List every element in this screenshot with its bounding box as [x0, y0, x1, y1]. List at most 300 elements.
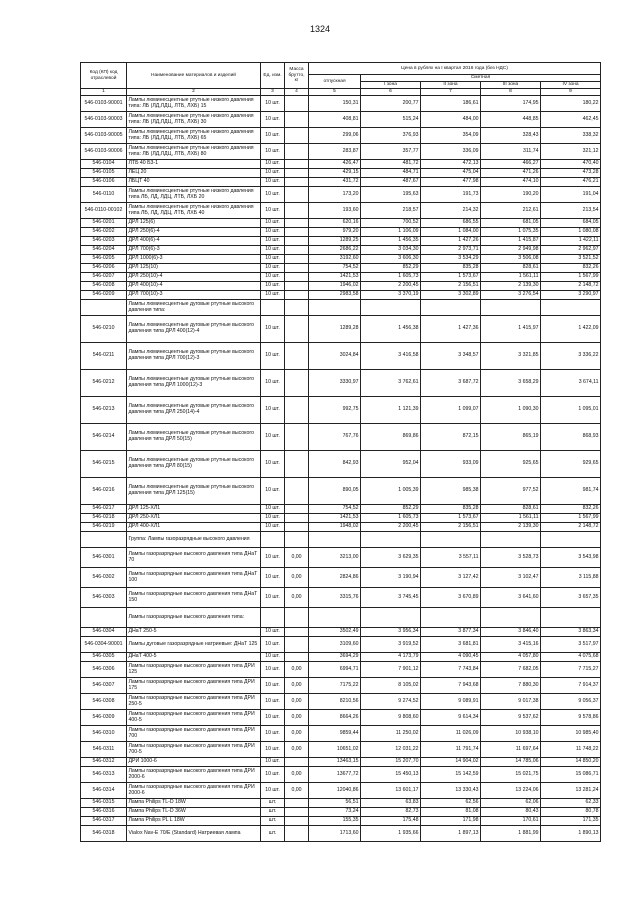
price-zone-3: 3 102,47 [481, 568, 541, 588]
price-zone-3: 3 506,08 [481, 255, 541, 264]
item-code: 546-0210 [81, 316, 127, 343]
price-otpusknaya: 2983,58 [309, 291, 361, 300]
price-zone-4 [541, 300, 601, 316]
price-otpusknaya: 408,81 [309, 112, 361, 128]
price-zone-4: 180,22 [541, 96, 601, 112]
price-zone-1: 3 370,19 [361, 291, 421, 300]
item-mass: 0,00 [285, 783, 309, 799]
price-zone-4: 981,74 [541, 478, 601, 505]
price-zone-4: 470,40 [541, 160, 601, 169]
price-zone-1: 869,86 [361, 424, 421, 451]
item-name: Лампы люминесцентные дуговые ртутные высокого давления типа ДРЛ 80(15) [127, 451, 261, 478]
price-zone-1: 8 105,02 [361, 678, 421, 694]
item-name: Лампы газоразрядные высокого давления типа ДРИ 2000-6 [127, 767, 261, 783]
price-zone-3: 3 415,16 [481, 637, 541, 653]
item-unit [261, 608, 285, 628]
table-row [81, 662, 601, 678]
price-zone-4 [541, 532, 601, 548]
price-zone-3: 925,65 [481, 451, 541, 478]
price-zone-2: 2 973,71 [421, 246, 481, 255]
price-zone-1: 218,57 [361, 203, 421, 219]
price-zone-1: 376,93 [361, 128, 421, 144]
item-name: ДРЛ 400(10)-4 [127, 282, 261, 291]
price-zone-4: 9 056,37 [541, 694, 601, 710]
price-otpusknaya: 1289,25 [309, 237, 361, 246]
price-zone-1: 15 450,13 [361, 767, 421, 783]
price-zone-1: 1 121,39 [361, 397, 421, 424]
item-unit: 10 шт. [261, 112, 285, 128]
price-zone-4: 7 914,37 [541, 678, 601, 694]
item-name: ЛЕЦ 20 [127, 169, 261, 178]
price-otpusknaya: 3213,00 [309, 548, 361, 568]
price-otpusknaya: 8664,26 [309, 710, 361, 726]
price-zone-3: 448,85 [481, 112, 541, 128]
item-code: 546-0202 [81, 228, 127, 237]
price-zone-4: 171,35 [541, 817, 601, 826]
price-zone-4: 321,12 [541, 144, 601, 160]
price-zone-3: 311,74 [481, 144, 541, 160]
price-zone-3: 828,61 [481, 264, 541, 273]
price-zone-4: 3 336,22 [541, 343, 601, 370]
price-zone-4: 1 567,99 [541, 514, 601, 523]
item-unit: 10 шт. [261, 255, 285, 264]
item-mass: 0,00 [285, 678, 309, 694]
item-mass [285, 653, 309, 662]
item-code: 546-0306 [81, 662, 127, 678]
item-name: Лампы люминесцентные ртутные низкого давления типа ЛБ, ЛД, ЛДЦ, ЛТБ, ЛХБ 20 [127, 187, 261, 203]
table-row [81, 273, 601, 282]
price-zone-3: 212,61 [481, 203, 541, 219]
table-row [81, 568, 601, 588]
price-zone-4: 213,54 [541, 203, 601, 219]
price-zone-1 [361, 300, 421, 316]
table-row [81, 316, 601, 343]
table-row [81, 228, 601, 237]
item-code: 546-0203 [81, 237, 127, 246]
table-row [81, 826, 601, 842]
item-name: ДРЛ 125(10) [127, 264, 261, 273]
table-row [81, 588, 601, 608]
table-row [81, 300, 601, 316]
item-mass [285, 160, 309, 169]
table-row [81, 370, 601, 397]
price-zone-3: 865,19 [481, 424, 541, 451]
table-row [81, 282, 601, 291]
item-code: 546-0104 [81, 160, 127, 169]
item-unit: 10 шт. [261, 523, 285, 532]
item-name: Лампы газоразрядные высокого давления типа ДРИ 700 [127, 726, 261, 742]
price-zone-1: 82,73 [361, 808, 421, 817]
price-zone-2: 1 099,07 [421, 397, 481, 424]
price-otpusknaya: 10651,02 [309, 742, 361, 758]
item-mass [285, 203, 309, 219]
price-zone-4: 15 086,71 [541, 767, 601, 783]
table-row [81, 799, 601, 808]
item-code: 546-0310 [81, 726, 127, 742]
price-zone-4 [541, 608, 601, 628]
item-unit: 10 шт. [261, 478, 285, 505]
column-number: 8 [481, 89, 541, 96]
price-zone-3: 4 057,80 [481, 653, 541, 662]
item-unit: 10 шт. [261, 662, 285, 678]
price-zone-3: 2 949,98 [481, 246, 541, 255]
item-unit: шт. [261, 826, 285, 842]
item-unit: 10 шт. [261, 96, 285, 112]
price-zone-1: 175,48 [361, 817, 421, 826]
item-code: 546-0219 [81, 523, 127, 532]
price-zone-2: 11 791,74 [421, 742, 481, 758]
table-row [81, 678, 601, 694]
item-mass [285, 112, 309, 128]
header-zone-4: IV зона [541, 82, 601, 89]
price-otpusknaya: 299,06 [309, 128, 361, 144]
price-zone-4: 929,65 [541, 451, 601, 478]
item-mass [285, 96, 309, 112]
item-mass: 0,00 [285, 694, 309, 710]
price-zone-3: 474,10 [481, 178, 541, 187]
price-zone-2: 214,32 [421, 203, 481, 219]
price-zone-3: 471,26 [481, 169, 541, 178]
item-code: 546-0207 [81, 273, 127, 282]
item-mass [285, 187, 309, 203]
price-zone-2: 3 557,11 [421, 548, 481, 568]
price-zone-2: 62,56 [421, 799, 481, 808]
price-zone-1: 12 031,22 [361, 742, 421, 758]
price-zone-1: 1 005,39 [361, 478, 421, 505]
price-zone-3: 1 561,11 [481, 514, 541, 523]
price-otpusknaya: 12040,86 [309, 783, 361, 799]
price-zone-2: 477,98 [421, 178, 481, 187]
price-zone-2: 14 904,02 [421, 758, 481, 767]
item-code: 546-0103-90005 [81, 128, 127, 144]
item-name: ДНаТ 250-5 [127, 628, 261, 637]
item-unit [261, 532, 285, 548]
price-zone-3: 80,43 [481, 808, 541, 817]
item-mass: 0,00 [285, 742, 309, 758]
price-zone-1 [361, 532, 421, 548]
table-row [81, 397, 601, 424]
item-unit: шт. [261, 799, 285, 808]
item-mass [285, 628, 309, 637]
item-code: 546-0105 [81, 169, 127, 178]
price-zone-1: 3 956,34 [361, 628, 421, 637]
item-name: Лампы люминесцентные дуговые ртутные высокого давления типа ДРЛ 250(14)-4 [127, 397, 261, 424]
price-otpusknaya: 1421,53 [309, 273, 361, 282]
column-number: 5 [309, 89, 361, 96]
item-name: ДРЛ 125(6) [127, 219, 261, 228]
item-code: 546-0201 [81, 219, 127, 228]
item-code: 546-0312 [81, 758, 127, 767]
price-zone-2: 354,09 [421, 128, 481, 144]
price-zone-2: 191,73 [421, 187, 481, 203]
item-mass [285, 246, 309, 255]
item-mass [285, 255, 309, 264]
item-unit: 10 шт. [261, 694, 285, 710]
price-zone-2: 1 573,67 [421, 514, 481, 523]
item-code: 546-0301 [81, 548, 127, 568]
item-name: ДРЛ 700(6)-3 [127, 246, 261, 255]
table-row [81, 187, 601, 203]
price-zone-2: 3 670,89 [421, 588, 481, 608]
price-otpusknaya: 3315,76 [309, 588, 361, 608]
price-zone-4: 832,26 [541, 505, 601, 514]
price-zone-2: 3 877,34 [421, 628, 481, 637]
price-zone-2: 2 156,51 [421, 523, 481, 532]
price-zone-3 [481, 532, 541, 548]
price-zone-3: 9 537,62 [481, 710, 541, 726]
item-unit: 10 шт. [261, 246, 285, 255]
price-otpusknaya: 193,60 [309, 203, 361, 219]
item-name: ДРЛ 250(6)-4 [127, 228, 261, 237]
item-unit: 10 шт. [261, 128, 285, 144]
item-mass [285, 451, 309, 478]
price-zone-1: 63,83 [361, 799, 421, 808]
price-otpusknaya: 754,52 [309, 264, 361, 273]
price-otpusknaya: 426,47 [309, 160, 361, 169]
item-name: ДРЛ 400(6)-4 [127, 237, 261, 246]
item-mass [285, 343, 309, 370]
item-code: 546-0208 [81, 282, 127, 291]
price-zone-1: 3 745,45 [361, 588, 421, 608]
price-otpusknaya: 3330,97 [309, 370, 361, 397]
price-zone-1: 3 190,94 [361, 568, 421, 588]
price-otpusknaya: 431,72 [309, 178, 361, 187]
price-zone-4: 1 422,11 [541, 237, 601, 246]
item-name: Лампы люминесцентные ртутные низкого давления типа: ЛБ (ЛД,ЛДЦ, ЛТБ, ЛХБ) 65 [127, 128, 261, 144]
price-zone-4: 1 422,09 [541, 316, 601, 343]
price-otpusknaya: 890,05 [309, 478, 361, 505]
item-unit [261, 300, 285, 316]
price-zone-4: 1 095,01 [541, 397, 601, 424]
item-unit: 10 шт. [261, 203, 285, 219]
item-mass [285, 370, 309, 397]
price-zone-4: 2 962,97 [541, 246, 601, 255]
price-zone-3: 9 017,38 [481, 694, 541, 710]
price-zone-1: 1 605,73 [361, 514, 421, 523]
price-zone-4: 868,93 [541, 424, 601, 451]
price-zone-1 [361, 608, 421, 628]
item-mass [285, 237, 309, 246]
item-unit: 10 шт. [261, 424, 285, 451]
item-mass [285, 637, 309, 653]
item-name: Лампы дуговые газоразрядные натриевые: ДНаТ 125 [127, 637, 261, 653]
price-zone-1: 3 919,52 [361, 637, 421, 653]
item-name: Лампы газоразрядные высокого давления типа ДРИ 125 [127, 662, 261, 678]
price-otpusknaya: 429,15 [309, 169, 361, 178]
item-unit: 10 шт. [261, 678, 285, 694]
item-unit: 10 шт. [261, 548, 285, 568]
price-zone-2: 9 089,91 [421, 694, 481, 710]
price-zone-1: 515,24 [361, 112, 421, 128]
table-row [81, 726, 601, 742]
item-unit: 10 шт. [261, 316, 285, 343]
table-row [81, 96, 601, 112]
price-table-body [81, 96, 601, 842]
item-unit: 10 шт. [261, 568, 285, 588]
item-name: ДРЛ 250(10)-4 [127, 273, 261, 282]
column-number: 7 [421, 89, 481, 96]
header-smetnaya: Сметная [361, 75, 601, 82]
price-zone-3: 1 415,87 [481, 237, 541, 246]
price-zone-3: 1 881,99 [481, 826, 541, 842]
item-mass [285, 316, 309, 343]
table-row [81, 291, 601, 300]
item-code: 546-0215 [81, 451, 127, 478]
item-mass [285, 817, 309, 826]
price-otpusknaya: 1948,02 [309, 523, 361, 532]
price-zone-2: 484,00 [421, 112, 481, 128]
price-zone-1: 1 456,35 [361, 237, 421, 246]
header-zone-2: II зона [421, 82, 481, 89]
price-zone-2 [421, 532, 481, 548]
item-code: 546-0110 [81, 187, 127, 203]
item-unit: 10 шт. [261, 237, 285, 246]
column-number: 6 [361, 89, 421, 96]
item-mass [285, 424, 309, 451]
price-zone-3: 3 658,29 [481, 370, 541, 397]
item-unit: 10 шт. [261, 178, 285, 187]
item-unit: 10 шт. [261, 710, 285, 726]
price-zone-1: 3 606,30 [361, 255, 421, 264]
table-row [81, 758, 601, 767]
table-row [81, 628, 601, 637]
item-code: 546-0205 [81, 255, 127, 264]
price-zone-1: 9 808,60 [361, 710, 421, 726]
item-code: 546-0318 [81, 826, 127, 842]
item-unit: шт. [261, 817, 285, 826]
price-zone-2: 336,09 [421, 144, 481, 160]
price-zone-4: 3 517,97 [541, 637, 601, 653]
item-unit: 10 шт. [261, 187, 285, 203]
item-code: 546-0216 [81, 478, 127, 505]
header-name: Наименование материалов и изделий [127, 63, 261, 89]
price-zone-3: 174,95 [481, 96, 541, 112]
item-code: 546-0103-90006 [81, 144, 127, 160]
item-unit: 10 шт. [261, 514, 285, 523]
price-zone-3: 1 415,97 [481, 316, 541, 343]
item-code [81, 532, 127, 548]
price-otpusknaya: 56,51 [309, 799, 361, 808]
price-zone-2: 81,08 [421, 808, 481, 817]
table-row [81, 246, 601, 255]
price-zone-2: 472,13 [421, 160, 481, 169]
price-otpusknaya: 8210,56 [309, 694, 361, 710]
table-row [81, 451, 601, 478]
price-zone-4: 62,33 [541, 799, 601, 808]
price-otpusknaya: 150,31 [309, 96, 361, 112]
item-name: ДРЛ 400-ХЛ1 [127, 523, 261, 532]
price-zone-3: 681,05 [481, 219, 541, 228]
column-number-row [81, 89, 601, 96]
item-name: Лампы люминесцентные дуговые ртутные высокого давления типа ДРЛ 1000(12)-3 [127, 370, 261, 397]
price-zone-2: 985,38 [421, 478, 481, 505]
price-otpusknaya [309, 532, 361, 548]
table-row [81, 548, 601, 568]
price-zone-3: 13 224,06 [481, 783, 541, 799]
price-otpusknaya: 754,52 [309, 505, 361, 514]
header-price-title: Цена в рублях на I квартал 2016 года (без НДС) [309, 63, 601, 75]
item-name: Лампы люминесцентные ртутные низкого давления типа: ЛБ (ЛД,ЛДЦ, ЛТБ, ЛХБ) 15 [127, 96, 261, 112]
price-zone-3: 10 938,10 [481, 726, 541, 742]
item-mass: 0,00 [285, 767, 309, 783]
item-name: Лампы люминесцентные дуговые ртутные высокого давления типа: [127, 300, 261, 316]
price-zone-4: 11 748,22 [541, 742, 601, 758]
price-otpusknaya: 992,75 [309, 397, 361, 424]
item-name: Лампы газоразрядные высокого давления типа ДРИ 175 [127, 678, 261, 694]
item-unit: 10 шт. [261, 505, 285, 514]
item-unit: 10 шт. [261, 628, 285, 637]
price-zone-3: 15 021,75 [481, 767, 541, 783]
item-unit: шт. [261, 808, 285, 817]
price-zone-2 [421, 608, 481, 628]
price-zone-2 [421, 300, 481, 316]
item-unit: 10 шт. [261, 169, 285, 178]
item-code: 546-0213 [81, 397, 127, 424]
price-zone-3: 2 139,30 [481, 282, 541, 291]
price-zone-3 [481, 608, 541, 628]
table-row [81, 505, 601, 514]
table-row [81, 178, 601, 187]
price-otpusknaya: 6994,71 [309, 662, 361, 678]
price-zone-2: 933,09 [421, 451, 481, 478]
table-row [81, 817, 601, 826]
price-zone-2: 3 534,29 [421, 255, 481, 264]
header-zone-3: III зона [481, 82, 541, 89]
price-otpusknaya: 3192,60 [309, 255, 361, 264]
item-name: Лампы люминесцентные дуговые ртутные высокого давления типа ДРЛ 400(12)-4 [127, 316, 261, 343]
price-zone-3: 3 276,54 [481, 291, 541, 300]
price-zone-1: 1 605,73 [361, 273, 421, 282]
item-name: Лампа Philips TL-D 18W [127, 799, 261, 808]
item-code: 546-0209 [81, 291, 127, 300]
price-zone-1: 852,29 [361, 264, 421, 273]
table-row [81, 424, 601, 451]
item-name: ДНаТ 400-5 [127, 653, 261, 662]
price-zone-2: 171,98 [421, 817, 481, 826]
price-zone-1: 195,63 [361, 187, 421, 203]
item-code: 546-0307 [81, 678, 127, 694]
price-otpusknaya: 979,20 [309, 228, 361, 237]
price-zone-4: 3 657,35 [541, 588, 601, 608]
item-unit: 10 шт. [261, 783, 285, 799]
item-code: 546-0317 [81, 817, 127, 826]
price-zone-2: 13 330,43 [421, 783, 481, 799]
item-mass [285, 282, 309, 291]
price-zone-2: 835,28 [421, 264, 481, 273]
price-zone-3 [481, 300, 541, 316]
price-zone-1: 1 106,09 [361, 228, 421, 237]
column-number: 9 [541, 89, 601, 96]
price-zone-1: 481,72 [361, 160, 421, 169]
item-code: 546-0211 [81, 343, 127, 370]
price-zone-2: 3 127,42 [421, 568, 481, 588]
price-zone-4: 2 148,72 [541, 282, 601, 291]
column-number: 2 [127, 89, 261, 96]
item-mass [285, 219, 309, 228]
item-name: Лампа Philips PL L 18W [127, 817, 261, 826]
table-row [81, 742, 601, 758]
price-zone-2: 1 897,13 [421, 826, 481, 842]
price-zone-1: 200,77 [361, 96, 421, 112]
price-zone-1: 2 200,45 [361, 282, 421, 291]
item-name: ДРИ 1000-6 [127, 758, 261, 767]
item-name: Лампы газоразрядные высокого давления типа ДРИ 250-5 [127, 694, 261, 710]
price-zone-1: 3 762,61 [361, 370, 421, 397]
price-zone-2: 4 090,45 [421, 653, 481, 662]
item-code: 546-0103-90001 [81, 96, 127, 112]
price-otpusknaya: 620,16 [309, 219, 361, 228]
price-zone-1: 11 250,02 [361, 726, 421, 742]
